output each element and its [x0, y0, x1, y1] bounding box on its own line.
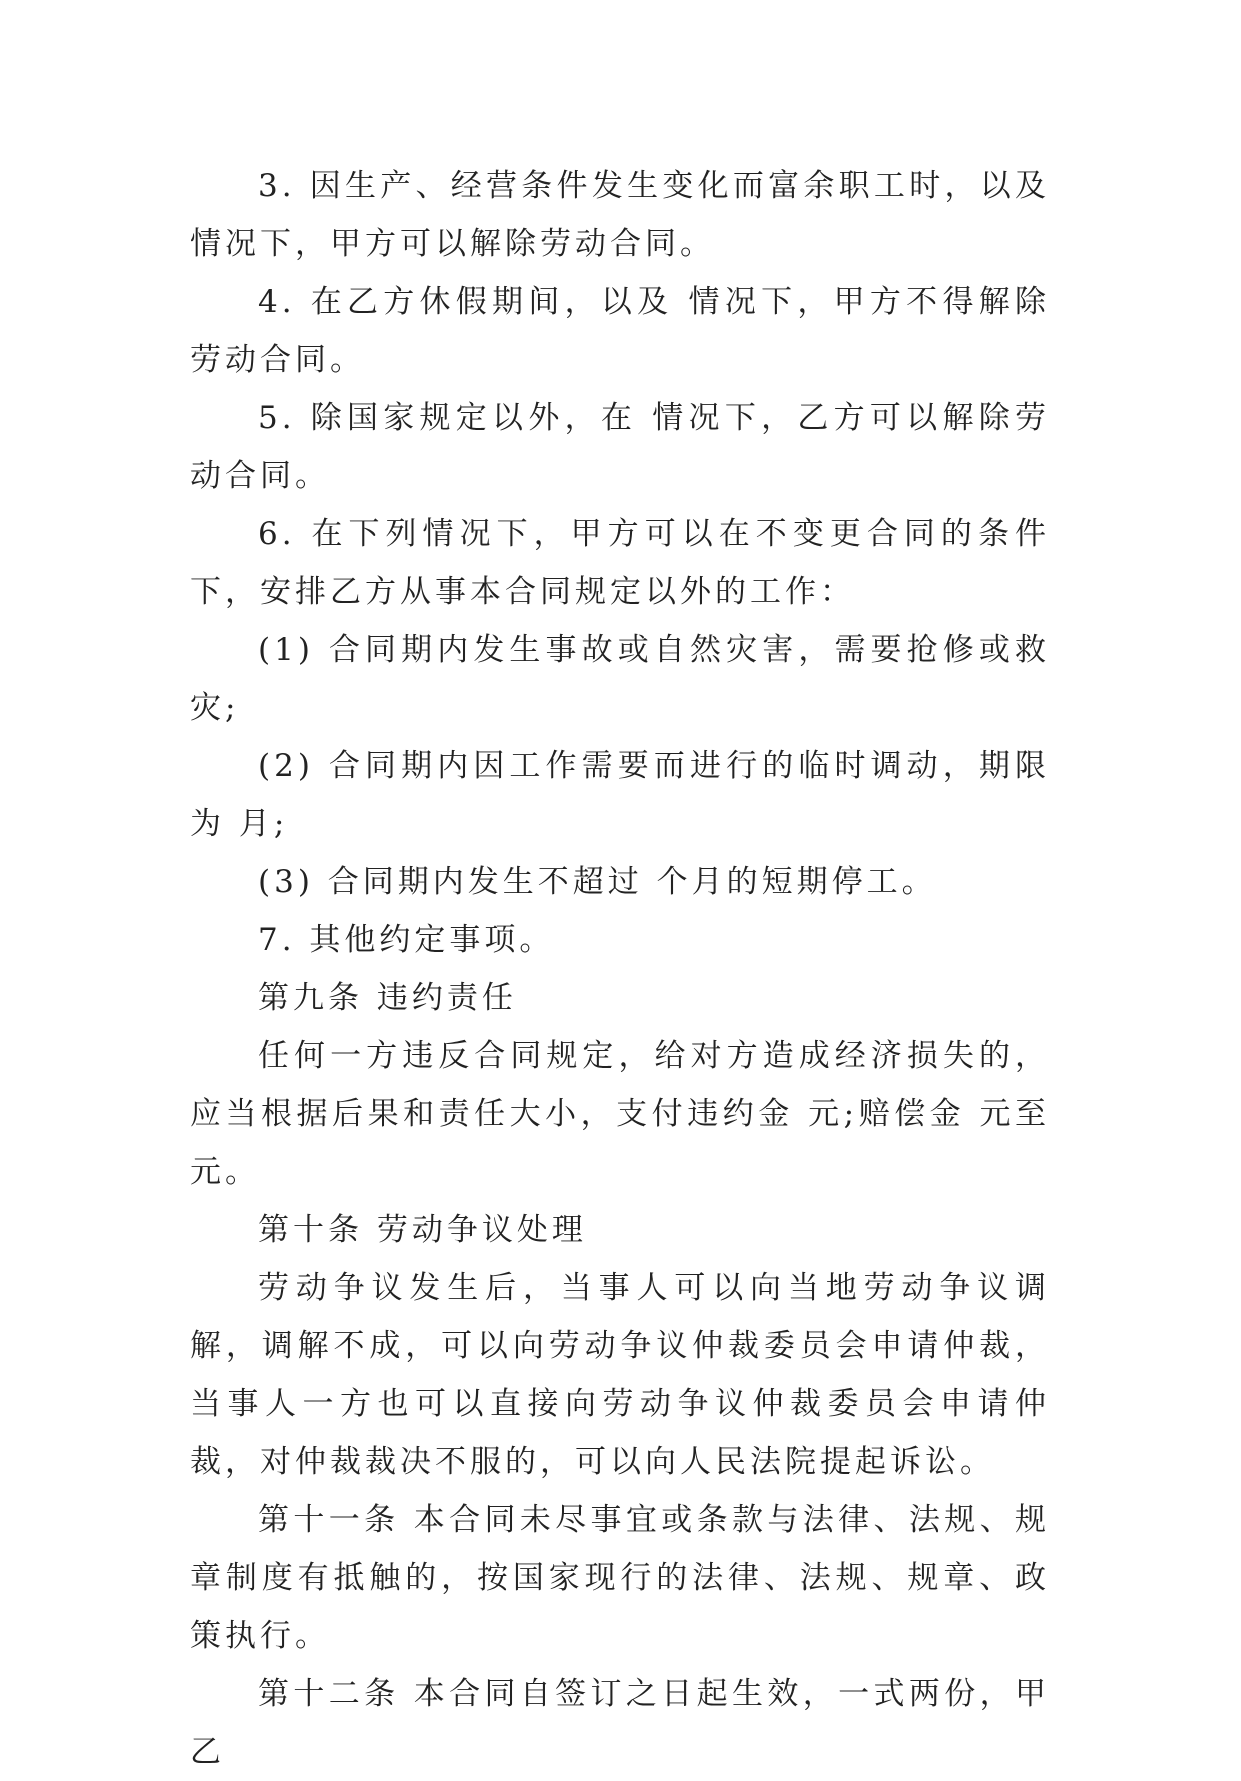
article-11-text: 第十一条 本合同未尽事宜或条款与法律、法规、规章制度有抵触的，按国家现行的法律、法规、规章、政策执行。	[190, 1502, 1050, 1654]
article-9-text: 任何一方违反合同规定，给对方造成经济损失的，应当根据后果和责任大小，支付违约金 元;赔偿金 元至 元。	[190, 1038, 1050, 1190]
article-10-text: 劳动争议发生后，当事人可以向当地劳动争议调解，调解不成，可以向劳动争议仲裁委员会申请仲裁，当事人一方也可以直接向劳动争议仲裁委员会申请仲裁，对仲裁裁决不服的，可以向人民法院提起诉讼。	[190, 1270, 1050, 1480]
contract-body	[190, 157, 1050, 1781]
sub-item-2: (2) 合同期内因工作需要而进行的临时调动，期限为 月;	[190, 748, 1050, 842]
clause-6-paragraph: 6. 在下列情况下，甲方可以在不变更合同的条件下，安排乙方从事本合同规定以外的工作：	[190, 516, 1050, 610]
article-9-heading: 第九条 违约责任	[258, 980, 517, 1016]
clause-3-paragraph: 3. 因生产、经营条件发生变化而富余职工时，以及 情况下，甲方可以解除劳动合同。	[190, 168, 1050, 262]
clause-4-paragraph: 4. 在乙方休假期间，以及 情况下，甲方不得解除劳动合同。	[190, 284, 1050, 378]
sub-item-1: (1) 合同期内发生事故或自然灾害，需要抢修或救灾;	[190, 632, 1050, 726]
sub-item-3: (3) 合同期内发生不超过 个月的短期停工。	[258, 864, 937, 900]
clause-7-paragraph: 7. 其他约定事项。	[258, 922, 555, 958]
article-10-heading: 第十条 劳动争议处理	[258, 1212, 587, 1248]
article-12-text: 第十二条 本合同自签订之日起生效，一式两份，甲乙	[190, 1676, 1050, 1770]
clause-5-paragraph: 5. 除国家规定以外，在 情况下，乙方可以解除劳动合同。	[190, 400, 1050, 494]
